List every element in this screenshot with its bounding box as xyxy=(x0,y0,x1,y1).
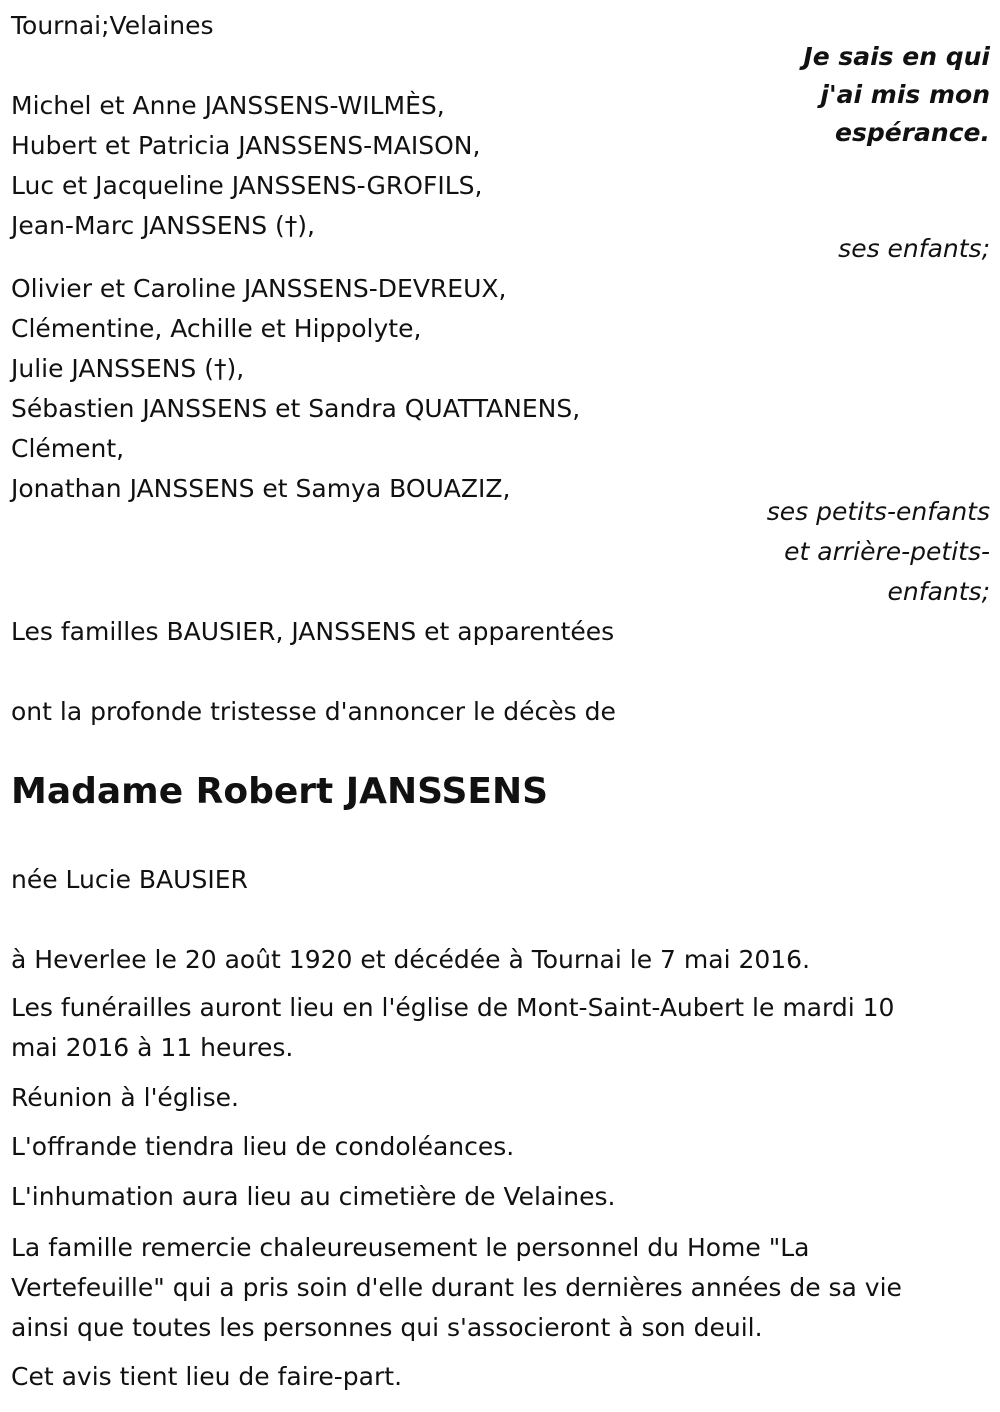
child-entry: Jean-Marc JANSSENS (†), xyxy=(11,211,315,240)
burial-line: L'inhumation aura lieu au cimetière de Velaines. xyxy=(11,1182,616,1211)
grandchild-entry: Jonathan JANSSENS et Samya BOUAZIZ, xyxy=(11,474,511,503)
thanks-line: La famille remercie chaleureusement le personnel du Home "La xyxy=(11,1233,810,1262)
epigraph-line: j'ai mis mon xyxy=(820,80,990,109)
grandchildren-label: ses petits-enfants xyxy=(766,497,990,526)
meeting-line: Réunion à l'église. xyxy=(11,1083,239,1112)
deceased-name: Madame Robert JANSSENS xyxy=(11,771,549,812)
grandchild-entry: Clément, xyxy=(11,434,125,463)
grandchild-entry: Olivier et Caroline JANSSENS-DEVREUX, xyxy=(11,274,507,303)
grandchild-entry: Clémentine, Achille et Hippolyte, xyxy=(11,314,422,343)
funeral-line: Les funérailles auront lieu en l'église de Mont-Saint-Aubert le mardi 10 xyxy=(11,993,895,1022)
thanks-line: ainsi que toutes les personnes qui s'associeront à son deuil. xyxy=(11,1313,763,1342)
grandchildren-label: enfants; xyxy=(887,577,990,606)
funeral-line: mai 2016 à 11 heures. xyxy=(11,1033,294,1062)
announcement-line: ont la profonde tristesse d'annoncer le décès de xyxy=(11,697,616,726)
maiden-name: née Lucie BAUSIER xyxy=(11,865,248,894)
child-entry: Hubert et Patricia JANSSENS-MAISON, xyxy=(11,131,481,160)
offering-line: L'offrande tiendra lieu de condoléances. xyxy=(11,1132,515,1161)
children-label: ses enfants; xyxy=(838,234,990,263)
epigraph-line: espérance. xyxy=(835,118,990,147)
grandchild-entry: Julie JANSSENS (†), xyxy=(11,354,245,383)
birth-death-line: à Heverlee le 20 août 1920 et décédée à Tournai le 7 mai 2016. xyxy=(11,945,811,974)
location: Tournai;Velaines xyxy=(11,11,214,40)
thanks-line: Vertefeuille" qui a pris soin d'elle durant les dernières années de sa vie xyxy=(11,1273,902,1302)
epigraph-line: Je sais en qui xyxy=(803,42,990,71)
grandchild-entry: Sébastien JANSSENS et Sandra QUATTANENS, xyxy=(11,394,581,423)
grandchildren-label: et arrière-petits- xyxy=(784,537,990,566)
child-entry: Luc et Jacqueline JANSSENS-GROFILS, xyxy=(11,171,483,200)
families-line: Les familles BAUSIER, JANSSENS et apparentées xyxy=(11,617,615,646)
notice-line: Cet avis tient lieu de faire-part. xyxy=(11,1362,403,1391)
child-entry: Michel et Anne JANSSENS-WILMÈS, xyxy=(11,91,445,120)
